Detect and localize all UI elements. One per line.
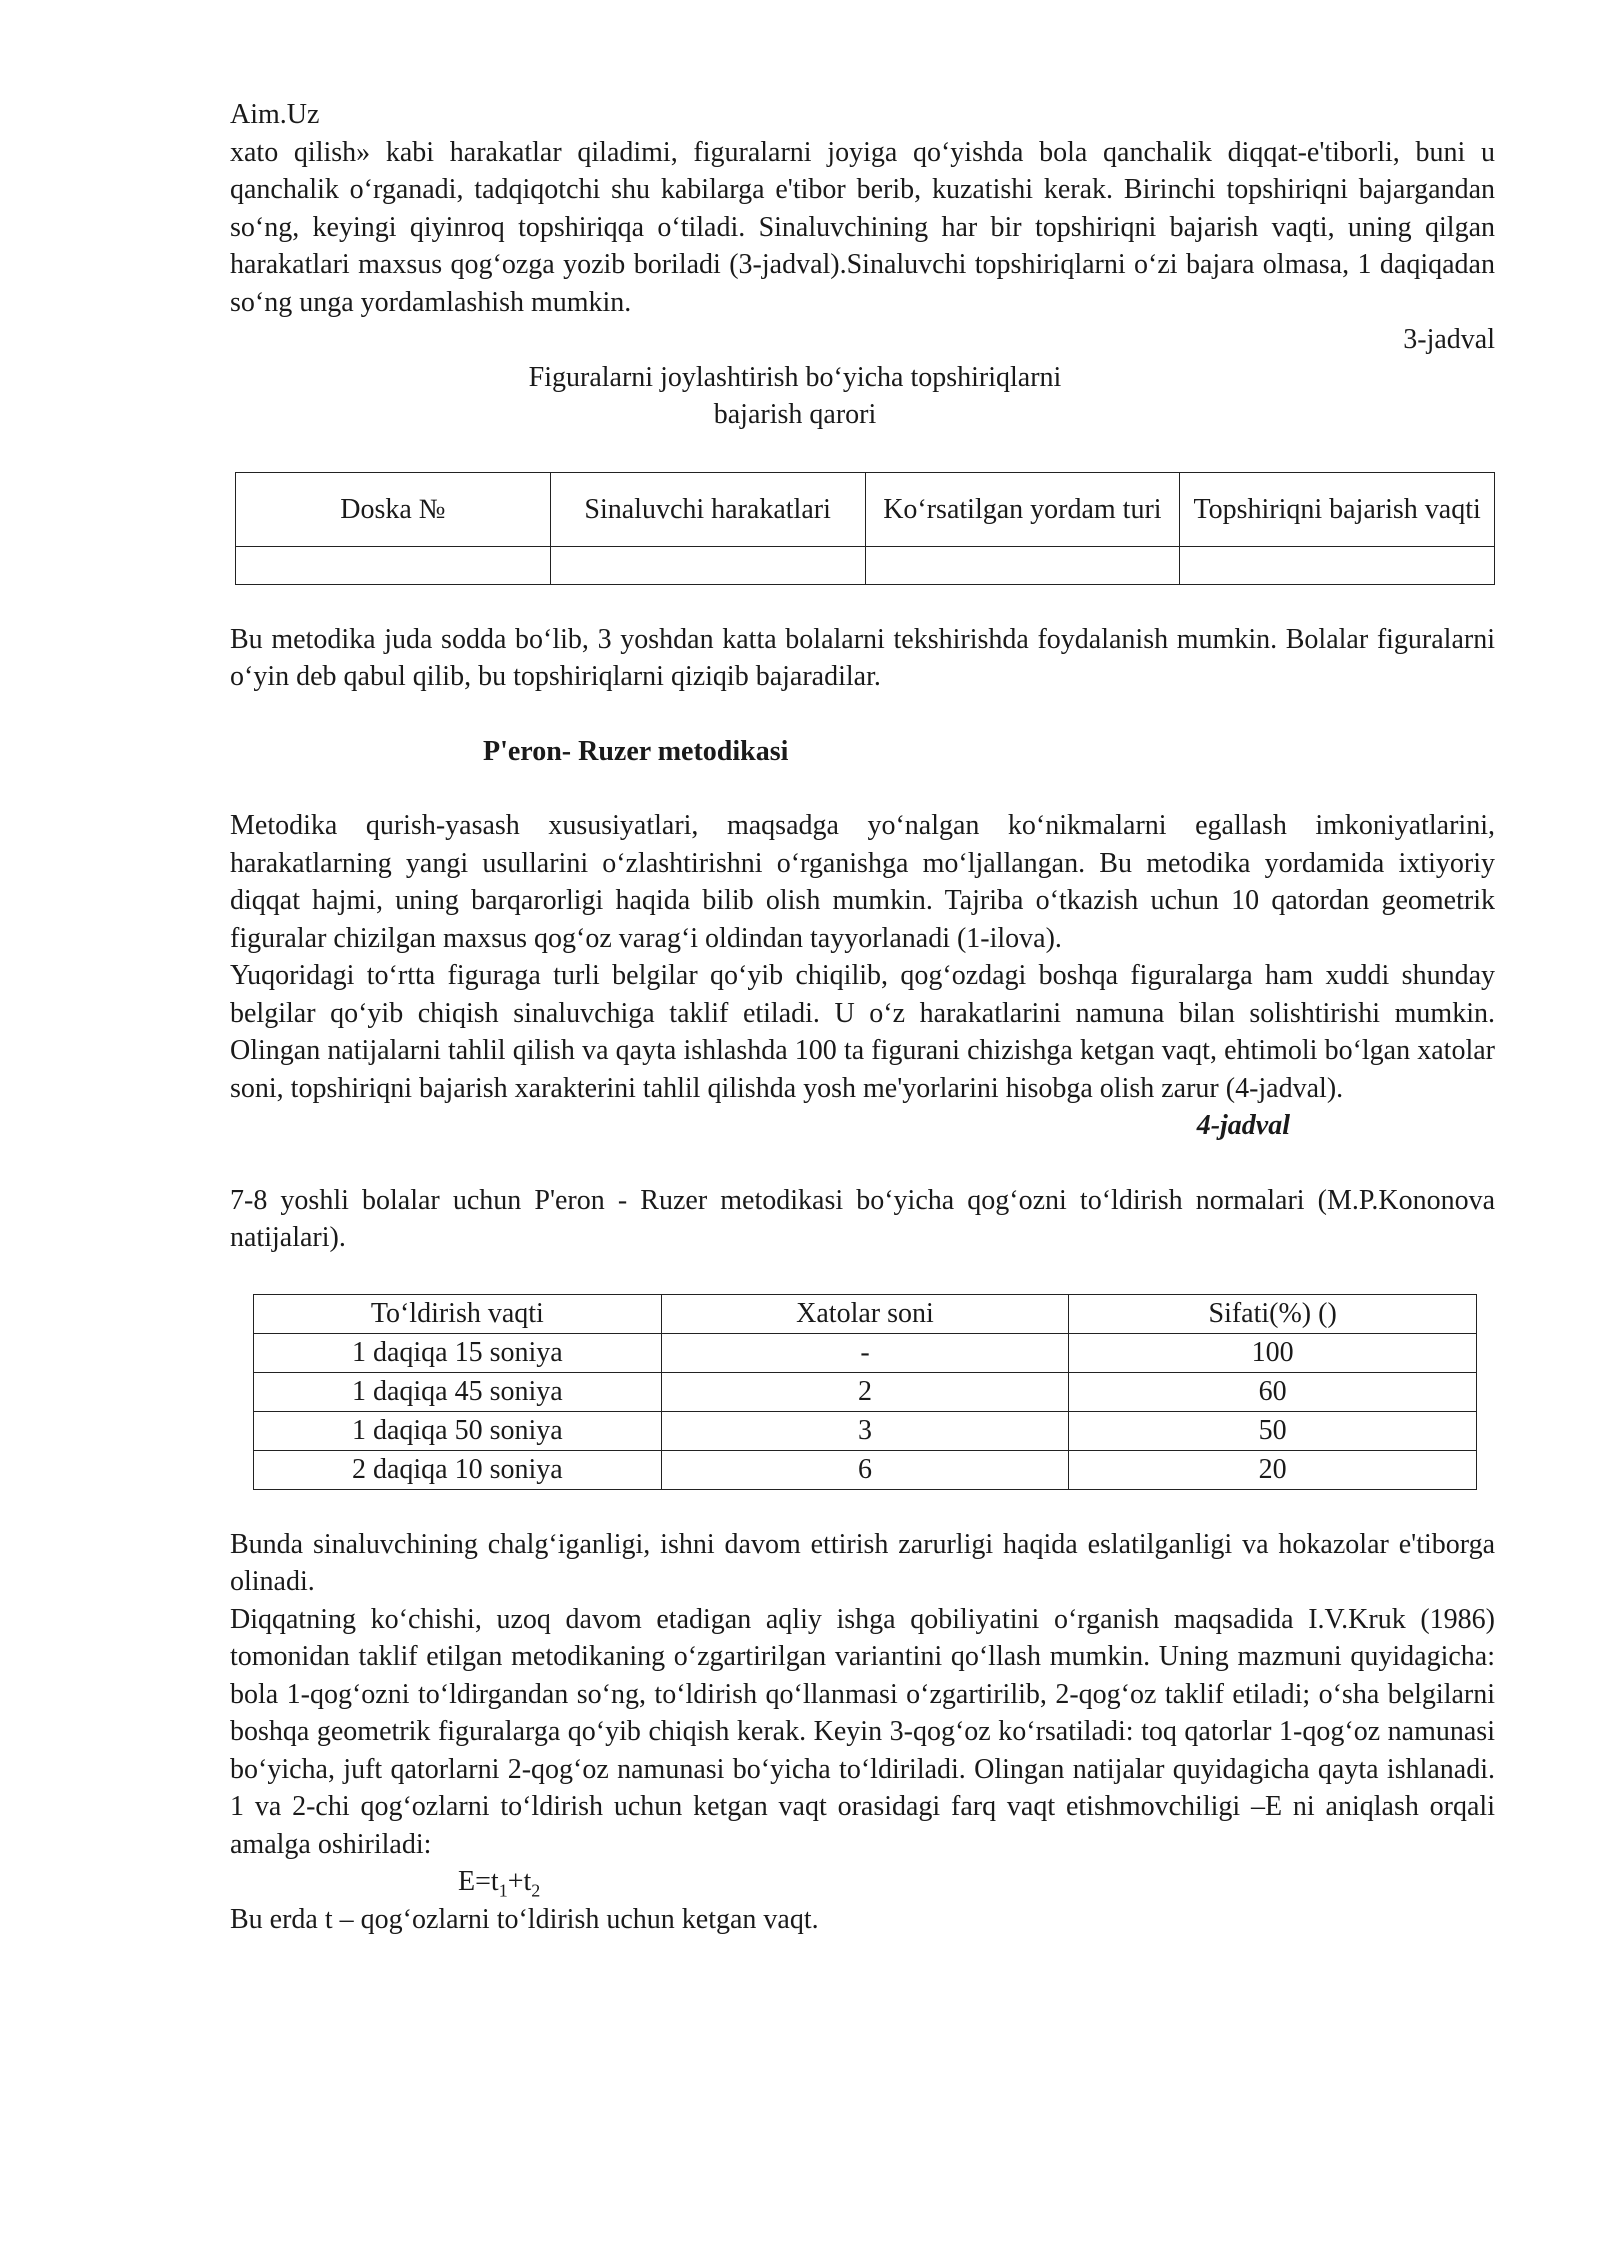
- table3-empty-row: [236, 546, 1495, 584]
- table-cell: 2 daqiqa 10 soniya: [254, 1450, 662, 1489]
- section-heading: P'eron- Ruzer metodikasi: [483, 735, 789, 767]
- paragraph-intro: xato qilish» kabi harakatlar qiladimi, figuralarni joyiga qo‘yishda bola qanchalik diqqat-e'tiborli, buni u qanchalik o‘rganadi, tadqiqotchi shu kabilarga e'tibor berib, kuzatishi kerak. Birinchi topshiriqni bajargandan so‘ng, keyingi qiyinroq topshiriqqa o‘tiladi. Sinaluvchining har bir topshiriqni bajarish vaqti, uning qilgan harakatlari maxsus qog‘ozga yozib boriladi (3-jadval).Sinaluvchi topshiriqlarni o‘zi bajara olmasa, 1 daqiqadan so‘ng unga yordamlashish mumkin.: [230, 136, 1495, 318]
- table4-header-cell: Sifati(%) (): [1069, 1294, 1477, 1333]
- paragraph-simple-method: Bu metodika juda sodda bo‘lib, 3 yoshdan katta bolalarni tekshirishda foydalanish mumkin. Bolalar figuralarni o‘yin deb qabul qilib, bu topshiriqlarni qiziqib bajaradilar.: [230, 623, 1495, 692]
- table3-header-row: [236, 472, 1495, 546]
- table3-caption-line2: bajarish qarori: [713, 399, 877, 430]
- table-cell: 20: [1069, 1450, 1477, 1489]
- table-row: [254, 1450, 1477, 1489]
- formula-subscript-2: 2: [531, 1880, 541, 1901]
- table-cell: 50: [1069, 1411, 1477, 1450]
- table4: [253, 1294, 1477, 1490]
- table-row: [254, 1411, 1477, 1450]
- table3-header-cell: Doska №: [236, 472, 551, 546]
- table3-header-cell: Sinaluvchi harakatlari: [550, 472, 865, 546]
- table4-label: 4-jadval: [1196, 1110, 1290, 1141]
- page-header: Aim.Uz: [230, 99, 320, 130]
- table3: [235, 472, 1495, 585]
- table-cell: 6: [661, 1450, 1069, 1489]
- table-cell: 2: [661, 1372, 1069, 1411]
- table-row: [254, 1372, 1477, 1411]
- table3-empty-cell: [865, 546, 1180, 584]
- table4-header-row: [254, 1294, 1477, 1333]
- table3-caption: [480, 359, 1110, 434]
- table3-empty-cell: [236, 546, 551, 584]
- table3-empty-cell: [1180, 546, 1495, 584]
- table-cell: -: [661, 1333, 1069, 1372]
- table4-caption: 7-8 yoshli bolalar uchun P'eron - Ruzer metodikasi bo‘yicha qog‘ozni to‘ldirish normalari (M.P.Kononova natijalari).: [230, 1184, 1495, 1253]
- table4-header-cell: Xatolar soni: [661, 1294, 1069, 1333]
- paragraph-formula-explanation: Bu erda t – qog‘ozlarni to‘ldirish uchun ketgan vaqt.: [230, 1903, 819, 1935]
- table3-header-cell: Topshiriqni bajarish vaqti: [1180, 472, 1495, 546]
- formula-lhs: E=t: [458, 1866, 499, 1897]
- page-content: [230, 96, 1495, 1938]
- table-cell: 3: [661, 1411, 1069, 1450]
- paragraph-method-procedure: Yuqoridagi to‘rtta figuraga turli belgilar qo‘yib chiqilib, qog‘ozdagi boshqa figuralarga ham xuddi shunday belgilar qo‘yib chiqish sinaluvchiga taklif etiladi. U o‘z harakatlarini namuna bilan solishtirishi mumkin. Olingan natijalarni tahlil qilish va qayta ishlashda 100 ta figurani chizishga ketgan vaqt, ehtimoli bo‘lgan xatolar soni, topshiriqni bajarish xarakterini tahlil qilishda yosh me'yorlarini hisobga olish zarur (4-jadval).: [230, 960, 1495, 1104]
- table3-empty-cell: [550, 546, 865, 584]
- table-cell: 1 daqiqa 50 soniya: [254, 1411, 662, 1450]
- formula-subscript-1: 1: [498, 1880, 508, 1901]
- table-cell: 1 daqiqa 15 soniya: [254, 1333, 662, 1372]
- paragraph-method-description: Metodika qurish-yasash xususiyatlari, maqsadga yo‘nalgan ko‘nikmalarni egallash imkoniyatlarini, harakatlarning yangi usullarini o‘zlashtirishni o‘rganishga mo‘ljallangan. Bu metodika yordamida ixtiyoriy diqqat hajmi, uning barqarorligi haqida bilib olish mumkin. Tajriba o‘tkazish uchun 10 qatordan geometrik figuralar chizilgan maxsus qog‘oz varag‘i oldindan tayyorlanadi (1-ilova).: [230, 810, 1495, 954]
- table3-label: 3-jadval: [1403, 324, 1495, 355]
- table-row: [254, 1333, 1477, 1372]
- table-cell: 1 daqiqa 45 soniya: [254, 1372, 662, 1411]
- table-cell: 60: [1069, 1372, 1477, 1411]
- formula: [458, 1863, 1495, 1901]
- table3-header-cell: Ko‘rsatilgan yordam turi: [865, 472, 1180, 546]
- formula-plus: +t: [507, 1866, 532, 1897]
- paragraph-distraction: Bunda sinaluvchining chalg‘iganligi, ishni davom ettirish zarurligi haqida eslatilganligi va hokazolar e'tiborga olinadi.: [230, 1528, 1495, 1597]
- table3-caption-line1: Figuralarni joylashtirish bo‘yicha topshiriqlarni: [528, 361, 1062, 393]
- table4-header-cell: To‘ldirish vaqti: [254, 1294, 662, 1333]
- paragraph-kruk-method: Diqqatning ko‘chishi, uzoq davom etadigan aqliy ishga qobiliyatini o‘rganish maqsadida I.V.Kruk (1986) tomonidan taklif etilgan metodikaning o‘zgartirilgan variantini qo‘llash mumkin. Uning mazmuni quyidagicha: bola 1-qog‘ozni to‘ldirgandan so‘ng, to‘ldirish qo‘llanmasi o‘zgartirilib, 2-qog‘oz taklif etiladi; o‘sha belgilarni boshqa geometrik figuralarga qo‘yib chiqish kerak. Keyin 3-qog‘oz ko‘rsatiladi: toq qatorlar 1-qog‘oz namunasi bo‘yicha, juft qatorlarni 2-qog‘oz namunasi bo‘yicha to‘ldiriladi. Olingan natijalar quyidagicha qayta ishlanadi. 1 va 2-chi qog‘ozlarni to‘ldirish uchun ketgan vaqt orasidagi farq vaqt etishmovchiligi –E ni aniqlash orqali amalga oshiriladi:: [230, 1603, 1495, 1860]
- table-cell: 100: [1069, 1333, 1477, 1372]
